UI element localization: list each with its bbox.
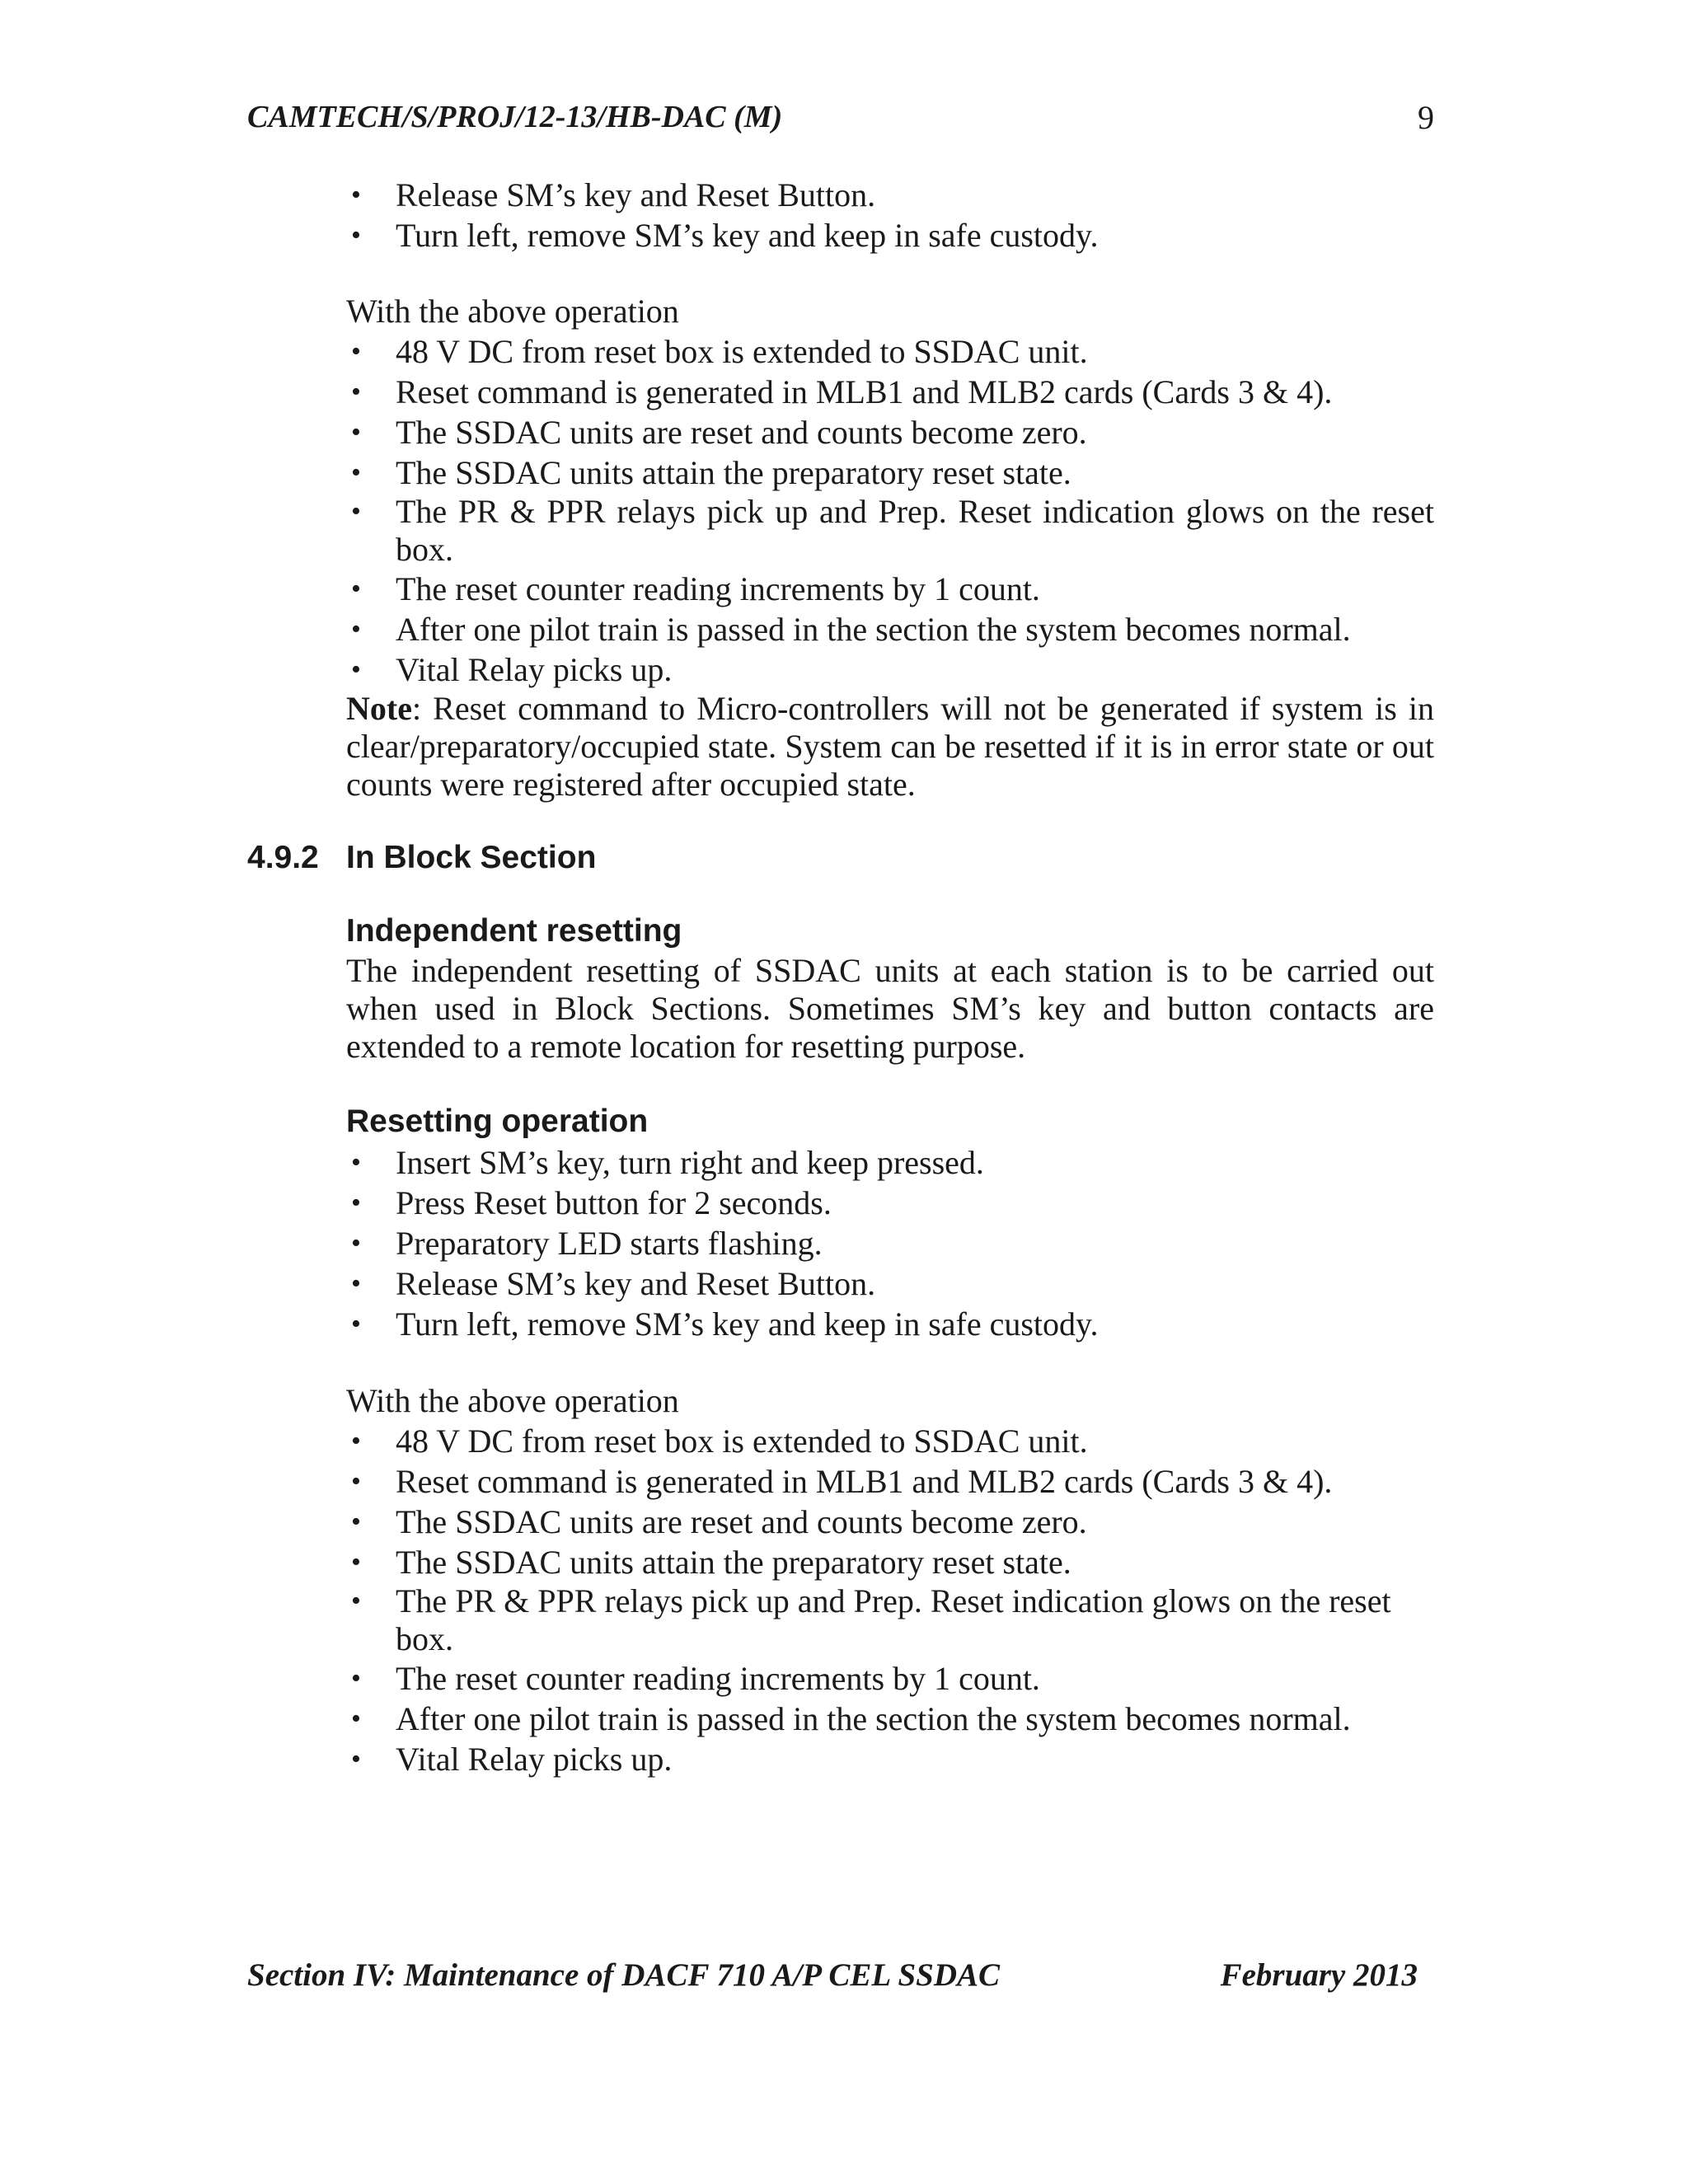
bullet-icon: • xyxy=(351,1507,361,1537)
bullet-icon: • xyxy=(351,1547,361,1577)
list-item: • Turn left, remove SM’s key and keep in safe custody. xyxy=(351,217,1099,254)
operation-intro: With the above operation xyxy=(346,293,679,330)
bullet-icon: • xyxy=(351,496,361,527)
list-item: • The PR & PPR relays pick up and Prep. Reset indication glows on the reset box. xyxy=(351,1582,1391,1657)
list-item: • The SSDAC units attain the preparatory reset state. xyxy=(351,1544,1071,1581)
note-label: Note xyxy=(346,690,412,727)
list-item: • Vital Relay picks up. xyxy=(351,651,673,688)
list-item: • The reset counter reading increments by 1 count. xyxy=(351,1660,1040,1697)
list-item: • Press Reset button for 2 seconds. xyxy=(351,1184,832,1221)
list-item: • Vital Relay picks up. xyxy=(351,1741,673,1778)
bullet-icon: • xyxy=(351,457,361,488)
bullet-icon: • xyxy=(351,417,361,448)
bullet-icon: • xyxy=(351,377,361,407)
bullet-icon: • xyxy=(351,1466,361,1497)
section-number: 4.9.2 xyxy=(247,840,319,875)
bullet-icon: • xyxy=(351,1704,361,1734)
bullet-icon: • xyxy=(351,614,361,644)
bullet-icon: • xyxy=(351,1268,361,1299)
list-item: • Turn left, remove SM’s key and keep in safe custody. xyxy=(351,1305,1099,1343)
list-item: • Preparatory LED starts flashing. xyxy=(351,1225,823,1262)
list-item: • After one pilot train is passed in the section the system becomes normal. xyxy=(351,1700,1351,1737)
bullet-icon: • xyxy=(351,220,361,251)
bullet-icon: • xyxy=(351,1309,361,1339)
bullet-icon: • xyxy=(351,1426,361,1456)
section-title: In Block Section xyxy=(346,840,597,875)
independent-paragraph: The independent resetting of SSDAC units at each station is to be carried out when used in Block Sections. Sometimes SM’s key and button contacts are extended to a remote location for resetting purpose. xyxy=(346,952,1434,1065)
page-number: 9 xyxy=(1418,99,1434,136)
list-item: • The SSDAC units are reset and counts become zero. xyxy=(351,414,1087,451)
bullet-icon: • xyxy=(351,1744,361,1774)
independent-heading: Independent resetting xyxy=(346,913,682,949)
operation-result-block-2 xyxy=(346,1380,1434,1779)
list-item: • 48 V DC from reset box is extended to SSDAC unit. xyxy=(351,1422,1088,1460)
resetting-operation-block xyxy=(346,1101,1434,1344)
note-text: : Reset command to Micro-controllers will not be generated if system is in clear/preparatory/occupied state. System can be resetted if it is in error state or out counts were registered after occupied state. xyxy=(346,690,1434,803)
list-item: • The reset counter reading increments by 1 count. xyxy=(351,570,1040,607)
independent-resetting-block xyxy=(346,911,1434,1066)
resetting-heading: Resetting operation xyxy=(346,1104,649,1139)
list-item: • Release SM’s key and Reset Button. xyxy=(351,176,876,213)
list-item: • Reset command is generated in MLB1 and MLB2 cards (Cards 3 & 4). xyxy=(351,1463,1333,1500)
list-item: • Release SM’s key and Reset Button. xyxy=(351,1265,876,1302)
list-item: • 48 V DC from reset box is extended to SSDAC unit. xyxy=(351,333,1088,370)
bullet-icon: • xyxy=(351,1147,361,1178)
operation-intro: With the above operation xyxy=(346,1382,679,1419)
top-bullet-list xyxy=(346,175,1434,255)
bullet-icon: • xyxy=(351,336,361,367)
list-item: • Reset command is generated in MLB1 and MLB2 cards (Cards 3 & 4). xyxy=(351,373,1333,410)
footer-date: February 2013 xyxy=(1220,1957,1418,1993)
section-heading xyxy=(247,837,596,878)
page-header xyxy=(247,97,1434,143)
list-item: • The SSDAC units are reset and counts become zero. xyxy=(351,1503,1087,1540)
operation-result-block-1 xyxy=(346,291,1434,804)
document-id: CAMTECH/S/PROJ/12-13/HB-DAC (M) xyxy=(247,100,783,134)
list-item: • After one pilot train is passed in the section the system becomes normal. xyxy=(351,611,1351,648)
bullet-icon: • xyxy=(351,1228,361,1258)
bullet-icon: • xyxy=(351,1586,361,1616)
bullet-icon: • xyxy=(351,574,361,604)
bullet-icon: • xyxy=(351,1663,361,1694)
list-item: • Insert SM’s key, turn right and keep pressed. xyxy=(351,1144,984,1181)
list-item: • The SSDAC units attain the preparatory reset state. xyxy=(351,454,1071,491)
bullet-icon: • xyxy=(351,1188,361,1218)
bullet-icon: • xyxy=(351,180,361,210)
bullet-icon: • xyxy=(351,654,361,685)
list-item: • The PR & PPR relays pick up and Prep. Reset indication glows on the reset box. xyxy=(351,493,1434,568)
note-paragraph xyxy=(346,690,1434,804)
footer-section-title: Section IV: Maintenance of DACF 710 A/P CEL SSDAC xyxy=(247,1957,1001,1993)
